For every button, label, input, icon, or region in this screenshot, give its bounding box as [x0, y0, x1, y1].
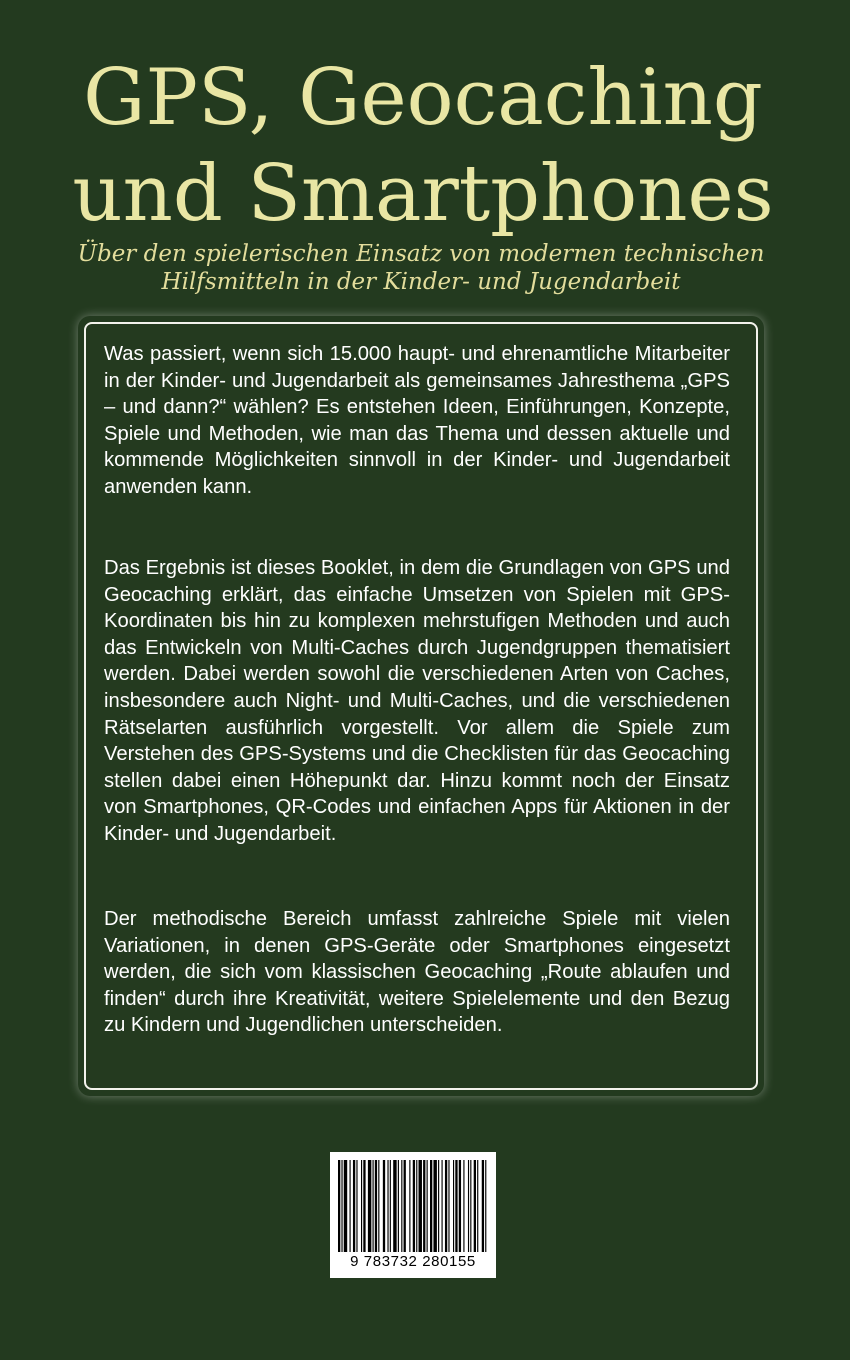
barcode-bar: [433, 1160, 436, 1252]
barcode-bar: [338, 1160, 340, 1252]
blurb-paragraph-2: Das Ergebnis ist dieses Booklet, in dem die Grundlagen von GPS und Geocaching erklärt, das einfache Umsetzen von Spielen mit GPS-Koordinaten bis hin zu komplexen mehrstufigen Methoden und auch das Entwickeln von Multi-Caches durch Jugendgruppen thematisiert werden. Dabei werden sowohl die verschiedenen Arten von Caches, insbesondere auch Night- und Multi-Caches, und die verschiedenen Rätselarten ausführlich vorgestellt. Vor allem die Spiele zum Verstehen des GPS-Systems und die Checklisten für das Geocaching stellen dabei einen Höhepunkt dar. Hinzu kommt noch der Einsatz von Smartphones, QR-Codes und einfachen Apps für Aktionen in der Kinder- und Jugendarbeit.: [104, 557, 730, 845]
barcode-bar: [344, 1160, 347, 1252]
barcode-bar: [401, 1160, 402, 1252]
subtitle-line-2: Hilfsmitteln in der Kinder- und Jugendarbeit: [161, 269, 681, 295]
barcode-bar: [474, 1160, 476, 1252]
barcode-bar: [368, 1160, 371, 1252]
barcode-bar: [442, 1160, 443, 1252]
barcode-bar: [416, 1160, 417, 1252]
barcode-bar: [455, 1160, 457, 1252]
barcode-bar: [427, 1160, 428, 1252]
barcode-bar: [375, 1160, 377, 1252]
barcode-bar: [361, 1160, 362, 1252]
title-line-2: und Smartphones: [72, 149, 774, 239]
barcode-bar: [468, 1160, 469, 1252]
barcode-bar: [423, 1160, 425, 1252]
isbn-digits: 9 783732 280155: [350, 1253, 476, 1270]
barcode-bar: [470, 1160, 471, 1252]
barcode-bar: [438, 1160, 439, 1252]
blurb-panel: [84, 322, 758, 1090]
barcode-bar: [448, 1160, 449, 1252]
barcode-bar: [378, 1160, 379, 1252]
barcode-bar: [430, 1160, 432, 1252]
title-line-1: GPS, Geocaching: [83, 53, 763, 143]
barcode-bar: [409, 1160, 410, 1252]
barcode-bar: [419, 1160, 422, 1252]
barcode-bar: [341, 1160, 342, 1252]
barcode-bars: [336, 1160, 490, 1252]
barcode-bar: [398, 1160, 399, 1252]
barcode-bar: [485, 1160, 486, 1252]
barcode-bar: [445, 1160, 447, 1252]
barcode-bar: [383, 1160, 385, 1252]
barcode-bar: [390, 1160, 391, 1252]
blurb-paragraph-1: Was passiert, wenn sich 15.000 haupt- und ehrenamtliche Mitarbeiter in der Kinder- und Jugendarbeit als gemeinsames Jahresthema „GPS – und dann?“ wählen? Es entstehen Ideen, Einführungen, Konzepte, Spiele und Methoden, wie man das Thema und dessen aktuelle und kommende Möglichkeiten sinnvoll in der Kinder- und Jugendarbeit anwenden kann.: [104, 343, 730, 498]
barcode-bar: [356, 1160, 357, 1252]
isbn-barcode: [330, 1152, 496, 1278]
barcode-bar: [453, 1160, 454, 1252]
barcode-bar: [363, 1160, 365, 1252]
barcode-bar: [477, 1160, 478, 1252]
barcode-bar: [373, 1160, 374, 1252]
barcode-bar: [350, 1160, 351, 1252]
barcode-bar: [463, 1160, 464, 1252]
barcode-bar: [404, 1160, 406, 1252]
barcode-bar: [387, 1160, 388, 1252]
barcode-bar: [353, 1160, 355, 1252]
barcode-bar: [482, 1160, 484, 1252]
blurb-paragraph-3: Der methodische Bereich umfasst zahlreiche Spiele mit vielen Variationen, in denen GPS-Geräte oder Smartphones eingesetzt werden, die sich vom klassischen Geocaching „Route ablaufen und finden“ durch ihre Kreativität, weitere Spielelemente und den Bezug zu Kindern und Jugendlichen unterscheiden.: [104, 908, 730, 1037]
barcode-bar: [413, 1160, 415, 1252]
subtitle-line-1: Über den spielerischen Einsatz von modernen technischen: [77, 241, 765, 267]
barcode-bar: [459, 1160, 461, 1252]
barcode-bar: [393, 1160, 396, 1252]
